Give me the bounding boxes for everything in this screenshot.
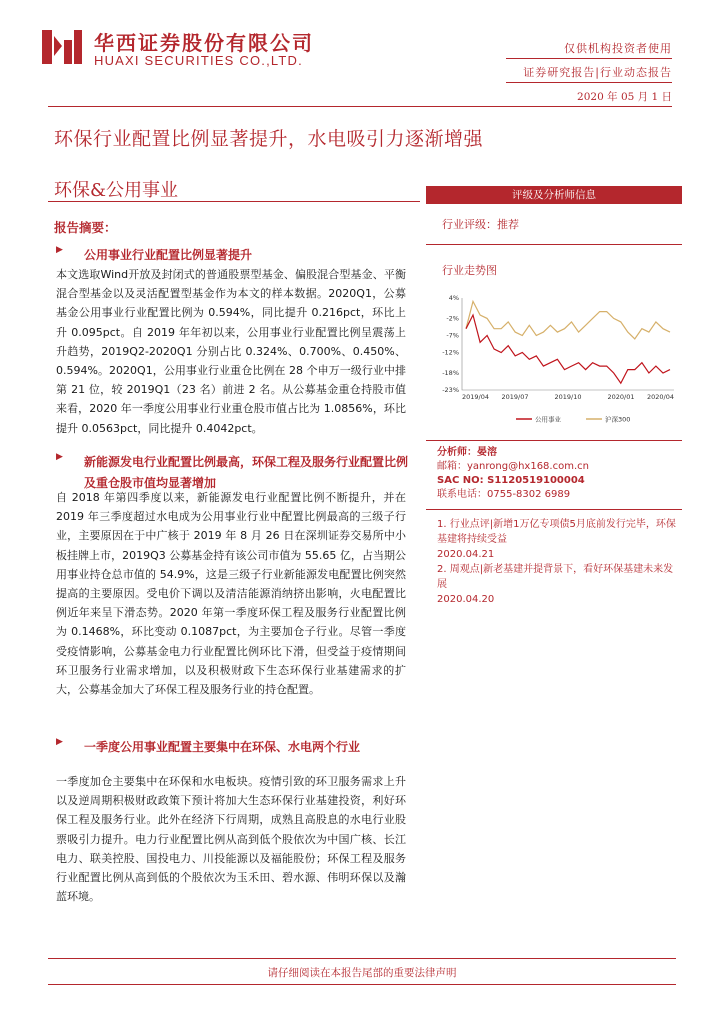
- analyst-sac: SAC NO: S1120519100004: [437, 475, 585, 486]
- y-tick-label: -2%: [446, 314, 459, 323]
- triangle-bullet-icon: ▶: [56, 245, 63, 255]
- company-name-en: HUAXI SECURITIES CO.,LTD.: [94, 53, 303, 68]
- trend-chart: [436, 290, 680, 430]
- x-tick-label: 2019/07: [501, 393, 529, 401]
- audience-note: 仅供机构投资者使用: [564, 42, 672, 55]
- y-tick-label: -18%: [442, 368, 459, 377]
- y-tick-label: -12%: [442, 348, 459, 357]
- triangle-bullet-icon: ▶: [56, 452, 63, 462]
- company-logo: [38, 26, 86, 68]
- company-name-cn: 华西证券股份有限公司: [94, 31, 314, 55]
- page-title: 环保行业配置比例显著提升，水电吸引力逐渐增强: [54, 128, 484, 150]
- sidebar-header: 评级及分析师信息: [426, 186, 682, 204]
- report-date: 2020 年 05 月 1 日: [577, 91, 672, 103]
- trend-chart-svg: [436, 290, 680, 430]
- footer-disclaimer: 请仔细阅读在本报告尾部的重要法律声明: [267, 967, 457, 979]
- y-tick-label: -23%: [442, 386, 459, 394]
- section-body: 一季度加仓主要集中在环保和水电板块。疫情引致的环卫服务需求上升以及逆周期积极财政政策下预计将加大生态环保行业基建投资，利好环保工程及服务行业。此外在经济下行周期，成熟且高股息的水电行业股票吸引力提升。电力行业配置比例从高到低个股依次为中国广核、长江电力、联美控股、国投电力、川投能源以及福能股份；环保工程及服务行业配置比例从高到低的个股依次为玉禾田、碧水源、伟明环保以及瀚蓝环境。: [56, 775, 406, 904]
- triangle-bullet-icon: ▶: [56, 737, 63, 747]
- analyst-info: [437, 446, 677, 502]
- industry-rating: 行业评级：推荐: [442, 218, 519, 231]
- x-tick-label: 2019/04: [462, 393, 490, 401]
- x-tick-label: 2020/04: [646, 393, 674, 401]
- sidebar-rule-1: [426, 244, 682, 245]
- section-body: 自 2018 年第四季度以来，新能源发电行业配置比例不断提升，并在 2019 年三季度超过水电成为公用事业行业中配置比例最高的三级子行业，主要原因在于中广核于 2019 年 8 月 26 日在深圳证券交易所中小板挂牌上市，2019Q3 公募基金持有该公司市值为 55.65 亿，占当期公用事业持仓总市值的 54.9%，这是三级子行业新能源发电配置比例突然提高的主要原因。受电价下调以及清洁能源消纳挤出影响，火电配置比例近年来呈下滑态势。2020 年第一季度环保工程及服务行业配置比例为 0.1468%，环比变动 0.1087pct，为主要加仓子行业。尽管一季度受疫情影响，公募基金电力行业配置比例环比下滑，但受益于疫情期间环卫服务行业需求增加，以及积极财政下生态环保行业基建需求的扩大，公募基金加大了环保工程及服务行业的持仓配置。: [56, 491, 406, 697]
- section-1: [56, 244, 408, 265]
- y-tick-label: 4%: [448, 294, 459, 302]
- section-2: [56, 451, 408, 493]
- related-report-date: 2020.04.20: [437, 594, 495, 605]
- related-report-title[interactable]: 2. 周观点|新老基建并提背景下，看好环保基建未来发展: [437, 564, 674, 590]
- header-rule-2: [506, 82, 672, 83]
- sector-title: 环保&公用事业: [54, 180, 179, 201]
- footer-rule-bottom: [48, 984, 676, 985]
- huaxi-logo-icon: [38, 26, 86, 68]
- sidebar-rule-2: [426, 440, 682, 441]
- header-rule-1: [506, 58, 672, 59]
- section-3: [56, 736, 408, 757]
- analyst-name: 分析师：晏溶: [437, 447, 497, 458]
- summary-label: 报告摘要：: [54, 220, 117, 235]
- related-report-date: 2020.04.21: [437, 549, 495, 560]
- x-tick-label: 2019/10: [554, 393, 582, 401]
- related-reports: [437, 517, 677, 607]
- header-rule-3: [48, 106, 672, 107]
- chart-title: 行业走势图: [442, 264, 497, 277]
- related-report-title[interactable]: 1. 行业点评|新增1万亿专项债5月底前发行完毕，环保基建将持续受益: [437, 519, 676, 545]
- sidebar-rule-3: [426, 509, 682, 510]
- footer-rule: [48, 958, 676, 959]
- section-body: 本文选取Wind开放及封闭式的普通股票型基金、偏股混合型基金、平衡混合型基金以及灵活配置型基金作为本文的样本数据。2020Q1，公募基金公用事业行业配置比例为 0.594%，同比提升 0.216pct，环比上升 0.095pct。自 2019 年年初以来，公用事业行业配置比例呈震荡上升趋势，2019Q2-2020Q1 分别占比 0.324%、0.700%、0.450%、0.594%。2020Q1，公用事业行业重仓比例在 28 个申万一级行业中排第 21 位，较 2019Q1（23 名）前进 2 名。从公募基金重仓持股市值来看，2020 年一季度公用事业行业重仓股市值占比为 1.0856%，环比提升 0.0563pct，同比提升 0.4042pct。: [56, 268, 406, 435]
- legend-label-csi300: 沪深300: [605, 415, 631, 424]
- analyst-email[interactable]: 邮箱：yanrong@hx168.com.cn: [437, 461, 589, 472]
- y-tick-label: -7%: [446, 331, 459, 340]
- legend-label-utility: 公用事业: [535, 415, 561, 424]
- x-tick-label: 2020/01: [607, 393, 635, 401]
- series-line-csi300: [466, 301, 670, 339]
- chart-axis: [462, 298, 674, 390]
- analyst-phone: 联系电话：0755-8302 6989: [437, 489, 571, 500]
- sector-rule: [48, 201, 420, 202]
- section-heading: ▶ 公用事业行业配置比例显著提升: [56, 245, 253, 262]
- section-heading: ▶ 一季度公用事业配置主要集中在环保、水电两个行业: [56, 737, 361, 754]
- report-type: 证券研究报告|行业动态报告: [523, 66, 672, 79]
- section-heading: ▶ 新能源发电行业配置比例最高，环保工程及服务行业配置比例及重仓股市值均显著增加: [56, 452, 409, 490]
